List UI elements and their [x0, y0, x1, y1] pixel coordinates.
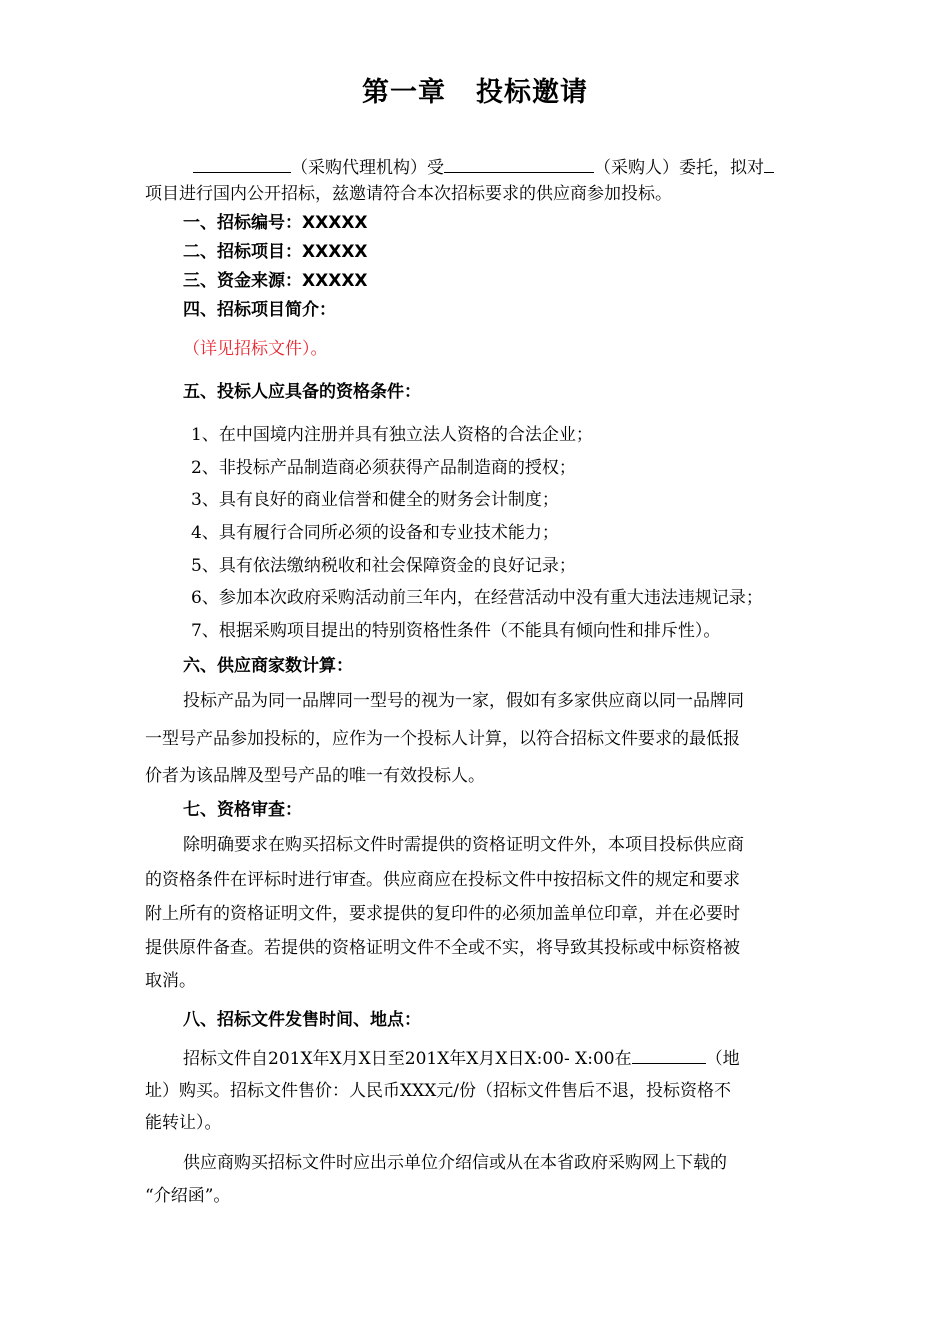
intro-line-2: 项目进行国内公开招标，兹邀请符合本次招标要求的供应商参加投标。	[145, 184, 672, 204]
item-bid-number: 一、招标编号：XXXXX	[183, 213, 368, 233]
intro-line-1: （采购代理机构）受 （采购人）委托，拟对	[193, 155, 774, 179]
supplier-count-heading: 六、供应商家数计算：	[183, 656, 353, 676]
chapter-number: 第一章	[362, 77, 446, 108]
sale-text-5: “介绍函”。	[145, 1186, 231, 1206]
sale-text-4: 供应商购买招标文件时应出示单位介绍信或从在本省政府采购网上下载的	[183, 1153, 727, 1173]
see-document-note: （详见招标文件）。	[183, 339, 328, 359]
sale-text-3: 能转让）。	[145, 1113, 222, 1133]
qualification-item: 5、具有依法缴纳税收和社会保障资金的良好记录；	[191, 556, 576, 576]
qualification-item: 4、具有履行合同所必须的设备和专业技术能力；	[191, 523, 559, 543]
supplier-count-text: 一型号产品参加投标的，应作为一个投标人计算，以符合招标文件要求的最低报	[145, 729, 740, 749]
review-text: 提供原件备查。若提供的资格证明文件不全或不实，将导致其投标或中标资格被	[145, 938, 740, 958]
agency-blank	[193, 155, 291, 173]
page-title	[0, 70, 950, 109]
chapter-title: 投标邀请	[476, 77, 588, 108]
review-text: 的资格条件在评标时进行审查。供应商应在投标文件中按招标文件的规定和要求	[145, 870, 740, 890]
item-bid-project: 二、招标项目：XXXXX	[183, 242, 368, 262]
sale-heading: 八、招标文件发售时间、地点：	[183, 1010, 421, 1030]
project-blank	[764, 155, 774, 173]
address-blank	[632, 1046, 706, 1064]
review-text: 附上所有的资格证明文件，要求提供的复印件的必须加盖单位印章，并在必要时	[145, 904, 740, 924]
sale-text-2: 址）购买。招标文件售价：人民币XXX元/份（招标文件售后不退，投标资格不	[145, 1081, 732, 1101]
qualification-item: 1、在中国境内注册并具有独立法人资格的合法企业；	[191, 425, 593, 445]
item-project-intro: 四、招标项目简介：	[183, 300, 336, 320]
qualification-item: 2、非投标产品制造商必须获得产品制造商的授权；	[191, 458, 576, 478]
review-heading: 七、资格审查：	[183, 800, 302, 820]
qualification-item: 6、参加本次政府采购活动前三年内，在经营活动中没有重大违法违规记录；	[191, 588, 763, 608]
review-text: 取消。	[145, 971, 196, 991]
review-text: 除明确要求在购买招标文件时需提供的资格证明文件外，本项目投标供应商	[183, 835, 744, 855]
qualification-item: 3、具有良好的商业信誉和健全的财务会计制度；	[191, 490, 559, 510]
buyer-blank	[444, 155, 594, 173]
sale-text-1: 招标文件自201X年X月X日至201X年X月X日X:00- X:00在 （地	[183, 1046, 740, 1070]
supplier-count-text: 价者为该品牌及型号产品的唯一有效投标人。	[145, 766, 485, 786]
supplier-count-text: 投标产品为同一品牌同一型号的视为一家，假如有多家供应商以同一品牌同	[183, 691, 744, 711]
item-fund-source: 三、资金来源：XXXXX	[183, 271, 368, 291]
qualifications-heading: 五、投标人应具备的资格条件：	[183, 382, 421, 402]
qualification-item: 7、根据采购项目提出的特别资格性条件（不能具有倾向性和排斥性）。	[191, 621, 721, 641]
